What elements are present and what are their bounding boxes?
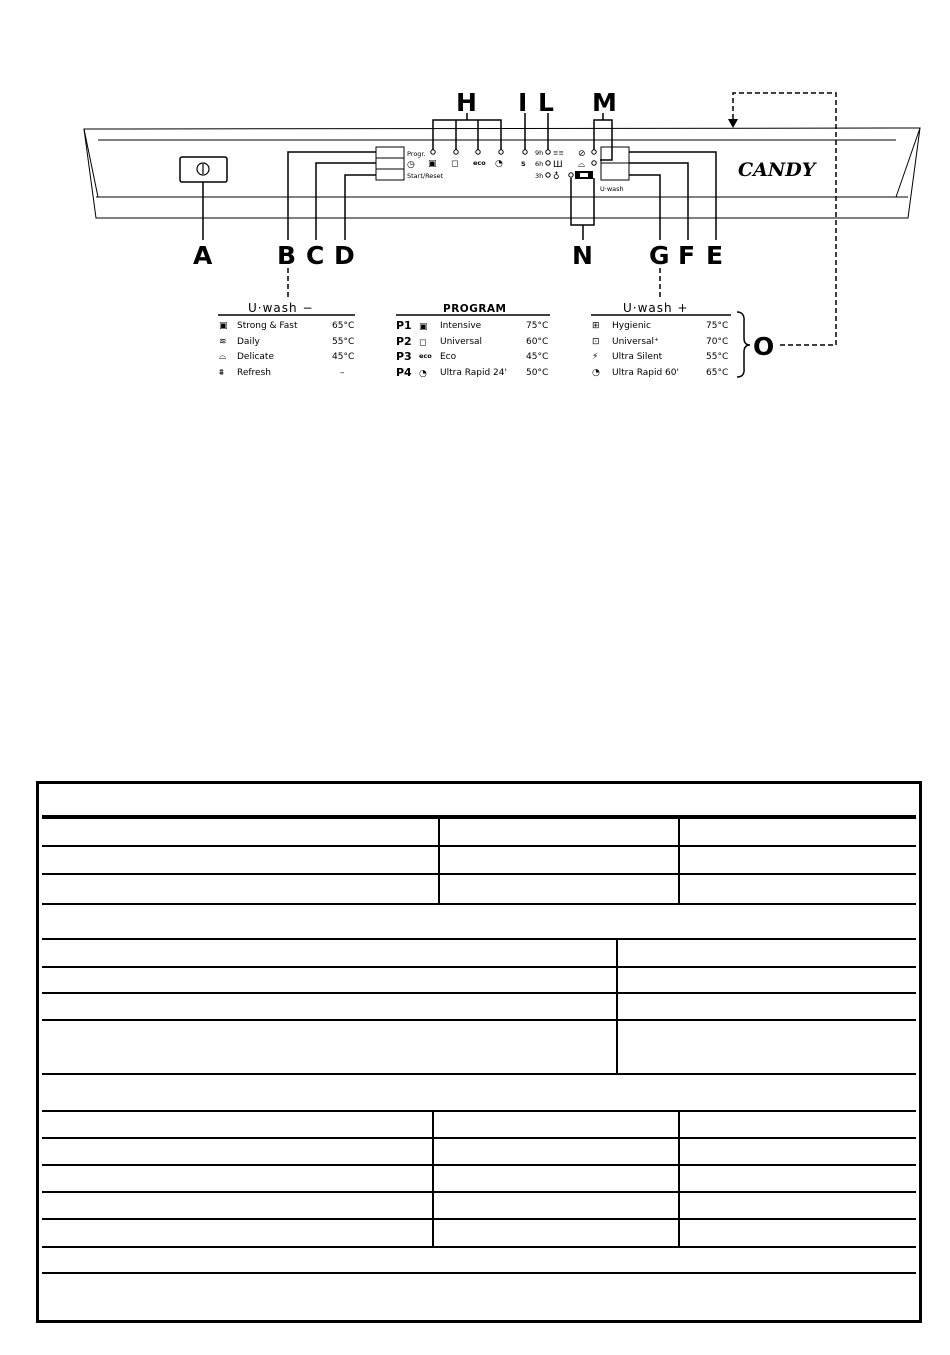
svg-text:Delicate: Delicate bbox=[237, 352, 274, 362]
section-4-header bbox=[42, 1246, 916, 1272]
intensive-pot-icon: ▣ bbox=[428, 159, 437, 169]
svg-text:65°C: 65°C bbox=[706, 368, 729, 378]
eco-icon: eco bbox=[473, 159, 486, 167]
table-row bbox=[42, 1137, 916, 1164]
half-load-icon: ≡≡ bbox=[553, 149, 564, 157]
callout-M: M bbox=[592, 88, 617, 117]
svg-text:Ultra Rapid 60': Ultra Rapid 60' bbox=[612, 368, 679, 378]
intensive-icon: ▣ bbox=[419, 322, 428, 332]
svg-text:P3: P3 bbox=[396, 350, 412, 363]
table-row bbox=[42, 817, 916, 845]
power-button[interactable] bbox=[180, 157, 227, 182]
svg-text:Ultra Silent: Ultra Silent bbox=[612, 352, 663, 362]
eco-program-icon: eco bbox=[419, 352, 432, 360]
callout-D: D bbox=[334, 241, 355, 270]
section-2-header bbox=[42, 903, 916, 938]
clock-icon: ◷ bbox=[407, 160, 415, 170]
brand-logo: CANDY bbox=[738, 159, 816, 181]
daily-icon: ≋ bbox=[219, 337, 227, 347]
table-row bbox=[42, 1164, 916, 1191]
table-row bbox=[42, 1110, 916, 1137]
svg-text:Ultra Rapid 24': Ultra Rapid 24' bbox=[440, 368, 507, 378]
svg-text:Hygienic: Hygienic bbox=[612, 321, 651, 331]
svg-text:55°C: 55°C bbox=[706, 352, 729, 362]
table-row bbox=[42, 938, 916, 966]
callout-A: A bbox=[193, 241, 213, 270]
svg-text:U·wash +: U·wash + bbox=[623, 301, 689, 315]
hygienic-icon: ⊞ bbox=[592, 321, 600, 331]
svg-text:Refresh: Refresh bbox=[237, 368, 271, 378]
svg-text:Intensive: Intensive bbox=[440, 321, 482, 331]
callout-B: B bbox=[277, 241, 297, 270]
uwash-label: U·wash bbox=[600, 185, 624, 193]
table-row bbox=[42, 992, 916, 1019]
section-3-header bbox=[42, 1073, 916, 1110]
svg-text:70°C: 70°C bbox=[706, 337, 729, 347]
callout-H: H bbox=[456, 88, 477, 117]
rapid-24-program-icon: ◔ bbox=[419, 369, 427, 379]
svg-text:55°C: 55°C bbox=[332, 337, 355, 347]
refresh-icon: ⩩ bbox=[219, 368, 224, 378]
delay-6h: 6h bbox=[535, 160, 544, 168]
svg-text:P1: P1 bbox=[396, 319, 412, 332]
svg-text:P2: P2 bbox=[396, 335, 412, 348]
svg-text:45°C: 45°C bbox=[332, 352, 355, 362]
table-row bbox=[42, 845, 916, 873]
svg-text:PROGRAM: PROGRAM bbox=[443, 303, 507, 315]
delay-3h: 3h bbox=[535, 172, 544, 180]
callout-L: L bbox=[538, 88, 554, 117]
program-table bbox=[396, 303, 550, 379]
svg-text:75°C: 75°C bbox=[526, 321, 549, 331]
callout-G: G bbox=[649, 241, 670, 270]
table-row bbox=[42, 966, 916, 992]
svg-text:50°C: 50°C bbox=[526, 368, 549, 378]
table-row bbox=[42, 1191, 916, 1218]
universal-pot-icon: ◻ bbox=[451, 159, 459, 169]
callout-E: E bbox=[706, 241, 724, 270]
svg-text:65°C: 65°C bbox=[332, 321, 355, 331]
svg-text:Eco: Eco bbox=[440, 352, 457, 362]
universal-icon: ◻ bbox=[419, 338, 427, 348]
table-row bbox=[42, 1019, 916, 1073]
svg-text:Universal: Universal bbox=[440, 337, 483, 347]
table-row bbox=[42, 1272, 916, 1320]
svg-text:75°C: 75°C bbox=[706, 321, 729, 331]
rapid-60-icon: ◔ bbox=[592, 368, 600, 378]
delay-9h: 9h bbox=[535, 149, 544, 157]
svg-text:60°C: 60°C bbox=[526, 337, 549, 347]
callout-F: F bbox=[678, 241, 696, 270]
table-row bbox=[42, 1218, 916, 1246]
svg-text:U·wash −: U·wash − bbox=[248, 301, 314, 315]
delicate-icon: ⌓ bbox=[219, 352, 227, 362]
table-row bbox=[42, 873, 916, 903]
leaf-icon: ⊘ bbox=[578, 149, 586, 159]
lock-icon: ♁ bbox=[553, 172, 560, 182]
callout-I: I bbox=[518, 88, 528, 117]
ultra-silent-icon: ⚡ bbox=[592, 352, 599, 362]
universal-plus-icon: ⊡ bbox=[592, 337, 600, 347]
callout-N: N bbox=[572, 241, 593, 270]
blank-form-table bbox=[36, 781, 922, 1323]
salt-icon: S bbox=[521, 160, 526, 168]
svg-text:Daily: Daily bbox=[237, 337, 260, 347]
rinse-aid-icon: Ш bbox=[553, 160, 563, 170]
progr-label: Progr. bbox=[407, 150, 426, 158]
callout-C: C bbox=[306, 241, 325, 270]
uwash-plus-table bbox=[591, 301, 731, 378]
svg-text:P4: P4 bbox=[396, 366, 412, 379]
svg-text:Strong & Fast: Strong & Fast bbox=[237, 321, 298, 331]
start-reset-label: Start/Reset bbox=[407, 172, 444, 180]
rapid-24-icon: ◔ bbox=[495, 159, 503, 169]
svg-text:Universal⁺: Universal⁺ bbox=[612, 337, 659, 347]
uwash-minus-table bbox=[218, 301, 355, 378]
svg-text:45°C: 45°C bbox=[526, 352, 549, 362]
strong-fast-icon: ▣ bbox=[219, 321, 228, 331]
tray-icon: ⌓ bbox=[578, 160, 586, 170]
callout-O: O bbox=[753, 332, 775, 361]
svg-text:–: – bbox=[340, 368, 345, 378]
